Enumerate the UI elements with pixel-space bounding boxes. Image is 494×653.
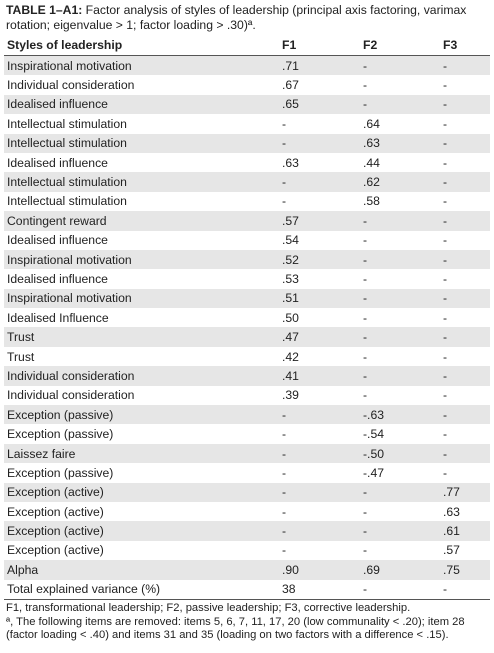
cell-style: Idealised influence xyxy=(4,269,280,288)
cell-style: Laissez faire xyxy=(4,444,280,463)
cell-style: Intellectual stimulation xyxy=(4,192,280,211)
table-row xyxy=(4,386,490,405)
table-row xyxy=(4,366,490,385)
table-caption-text: Factor analysis of styles of leadership (principal axis factoring, varimax rotation; eigenvalue > 1; factor loading > .30)ª. xyxy=(6,3,467,32)
table-row xyxy=(4,211,490,230)
cell-style: Idealised influence xyxy=(4,95,280,114)
table-row xyxy=(4,502,490,521)
cell-f3: - xyxy=(440,95,490,114)
cell-f3: - xyxy=(440,153,490,172)
table-header-row xyxy=(4,35,490,56)
cell-style: Contingent reward xyxy=(4,211,280,230)
cell-f1: .54 xyxy=(280,231,360,250)
cell-f2: - xyxy=(360,580,440,600)
cell-f2: - xyxy=(360,95,440,114)
cell-f2: .58 xyxy=(360,192,440,211)
cell-f1: .71 xyxy=(280,56,360,76)
table-row xyxy=(4,444,490,463)
cell-f1: 38 xyxy=(280,580,360,600)
cell-style: Exception (active) xyxy=(4,483,280,502)
cell-f1: .90 xyxy=(280,560,360,579)
cell-f3: - xyxy=(440,75,490,94)
cell-f1: - xyxy=(280,192,360,211)
cell-style: Trust xyxy=(4,347,280,366)
cell-f2: - xyxy=(360,250,440,269)
table-row xyxy=(4,424,490,443)
cell-f2: - xyxy=(360,269,440,288)
header-f1: F1 xyxy=(280,35,360,56)
cell-style: Individual consideration xyxy=(4,366,280,385)
cell-f1: .50 xyxy=(280,308,360,327)
cell-f1: - xyxy=(280,172,360,191)
table-row xyxy=(4,405,490,424)
cell-f3: - xyxy=(440,405,490,424)
cell-f1: .67 xyxy=(280,75,360,94)
cell-f1: .65 xyxy=(280,95,360,114)
table-row xyxy=(4,289,490,308)
cell-style: Alpha xyxy=(4,560,280,579)
table-row xyxy=(4,250,490,269)
table-caption xyxy=(6,3,488,33)
cell-f1: - xyxy=(280,483,360,502)
cell-f2: - xyxy=(360,289,440,308)
cell-style: Intellectual stimulation xyxy=(4,172,280,191)
cell-f2: -.50 xyxy=(360,444,440,463)
cell-f2: .64 xyxy=(360,114,440,133)
table-row xyxy=(4,153,490,172)
cell-f2: -.54 xyxy=(360,424,440,443)
cell-f3: - xyxy=(440,172,490,191)
cell-style: Idealised influence xyxy=(4,231,280,250)
cell-f1: .41 xyxy=(280,366,360,385)
cell-f3: .75 xyxy=(440,560,490,579)
cell-style: Intellectual stimulation xyxy=(4,114,280,133)
cell-f3: - xyxy=(440,327,490,346)
cell-f3: - xyxy=(440,366,490,385)
cell-f3: - xyxy=(440,250,490,269)
cell-f1: - xyxy=(280,521,360,540)
cell-f1: - xyxy=(280,424,360,443)
cell-style: Inspirational motivation xyxy=(4,289,280,308)
table-row xyxy=(4,560,490,579)
cell-f1: .39 xyxy=(280,386,360,405)
table-row xyxy=(4,192,490,211)
cell-f1: .47 xyxy=(280,327,360,346)
cell-f3: .61 xyxy=(440,521,490,540)
cell-f2: - xyxy=(360,483,440,502)
cell-style: Exception (passive) xyxy=(4,424,280,443)
cell-f1: - xyxy=(280,502,360,521)
cell-f3: - xyxy=(440,269,490,288)
cell-f3: - xyxy=(440,289,490,308)
cell-f2: - xyxy=(360,211,440,230)
cell-f3: - xyxy=(440,347,490,366)
table-row xyxy=(4,231,490,250)
cell-style: Exception (active) xyxy=(4,541,280,560)
cell-f3: - xyxy=(440,231,490,250)
cell-f3: - xyxy=(440,386,490,405)
table-row xyxy=(4,75,490,94)
table-caption-label: TABLE 1–A1: xyxy=(6,3,83,17)
cell-style: Trust xyxy=(4,327,280,346)
table-row xyxy=(4,269,490,288)
header-f2: F2 xyxy=(360,35,440,56)
cell-f2: - xyxy=(360,541,440,560)
cell-f3: .57 xyxy=(440,541,490,560)
cell-style: Total explained variance (%) xyxy=(4,580,280,600)
cell-f1: .42 xyxy=(280,347,360,366)
cell-f1: - xyxy=(280,405,360,424)
cell-f2: - xyxy=(360,521,440,540)
table-row xyxy=(4,483,490,502)
cell-f2: - xyxy=(360,308,440,327)
header-styles: Styles of leadership xyxy=(4,35,280,56)
cell-f2: - xyxy=(360,75,440,94)
cell-style: Inspirational motivation xyxy=(4,56,280,76)
cell-f1: .63 xyxy=(280,153,360,172)
cell-f2: - xyxy=(360,347,440,366)
factor-analysis-table xyxy=(4,35,490,600)
table-row xyxy=(4,95,490,114)
table-row xyxy=(4,541,490,560)
cell-f1: - xyxy=(280,444,360,463)
cell-f2: - xyxy=(360,56,440,76)
table-footnotes xyxy=(6,602,490,643)
cell-style: Idealised Influence xyxy=(4,308,280,327)
table-row xyxy=(4,580,490,600)
cell-style: Exception (active) xyxy=(4,502,280,521)
cell-f2: .69 xyxy=(360,560,440,579)
cell-f2: - xyxy=(360,386,440,405)
cell-f2: .63 xyxy=(360,134,440,153)
cell-style: Exception (passive) xyxy=(4,405,280,424)
cell-f1: .57 xyxy=(280,211,360,230)
cell-f3: - xyxy=(440,424,490,443)
cell-f3: - xyxy=(440,580,490,600)
cell-f2: .62 xyxy=(360,172,440,191)
cell-style: Inspirational motivation xyxy=(4,250,280,269)
cell-f1: - xyxy=(280,463,360,482)
table-row xyxy=(4,347,490,366)
cell-style: Individual consideration xyxy=(4,75,280,94)
cell-style: Exception (active) xyxy=(4,521,280,540)
footnote-abbreviations: F1, transformational leadership; F2, passive leadership; F3, corrective leadership. xyxy=(6,602,411,614)
cell-style: Idealised influence xyxy=(4,153,280,172)
table-row xyxy=(4,134,490,153)
table-row xyxy=(4,308,490,327)
cell-f2: - xyxy=(360,231,440,250)
cell-f3: - xyxy=(440,134,490,153)
table-row xyxy=(4,172,490,191)
cell-style: Intellectual stimulation xyxy=(4,134,280,153)
table-row xyxy=(4,56,490,76)
footnote-removed-items: ª, The following items are removed: items 5, 6, 7, 11, 17, 20 (low communality < .20); item 28 (factor loading < .40) and items 31 and 35 (loading on two factors with a difference < .15). xyxy=(6,615,465,641)
cell-f2: -.47 xyxy=(360,463,440,482)
table-body xyxy=(4,56,490,600)
cell-f1: .53 xyxy=(280,269,360,288)
cell-f3: .63 xyxy=(440,502,490,521)
cell-f1: - xyxy=(280,134,360,153)
cell-f2: - xyxy=(360,327,440,346)
table-row xyxy=(4,463,490,482)
cell-f2: - xyxy=(360,366,440,385)
cell-f1: - xyxy=(280,114,360,133)
cell-f3: - xyxy=(440,114,490,133)
table-row xyxy=(4,327,490,346)
cell-f2: -.63 xyxy=(360,405,440,424)
table-row xyxy=(4,114,490,133)
cell-f1: .51 xyxy=(280,289,360,308)
cell-f2: - xyxy=(360,502,440,521)
cell-f3: - xyxy=(440,211,490,230)
table-row xyxy=(4,521,490,540)
cell-f3: - xyxy=(440,463,490,482)
cell-f3: - xyxy=(440,56,490,76)
cell-f2: .44 xyxy=(360,153,440,172)
cell-f3: - xyxy=(440,308,490,327)
cell-f3: - xyxy=(440,444,490,463)
cell-f1: - xyxy=(280,541,360,560)
cell-style: Individual consideration xyxy=(4,386,280,405)
cell-f3: - xyxy=(440,192,490,211)
header-f3: F3 xyxy=(440,35,490,56)
cell-style: Exception (passive) xyxy=(4,463,280,482)
cell-f1: .52 xyxy=(280,250,360,269)
cell-f3: .77 xyxy=(440,483,490,502)
